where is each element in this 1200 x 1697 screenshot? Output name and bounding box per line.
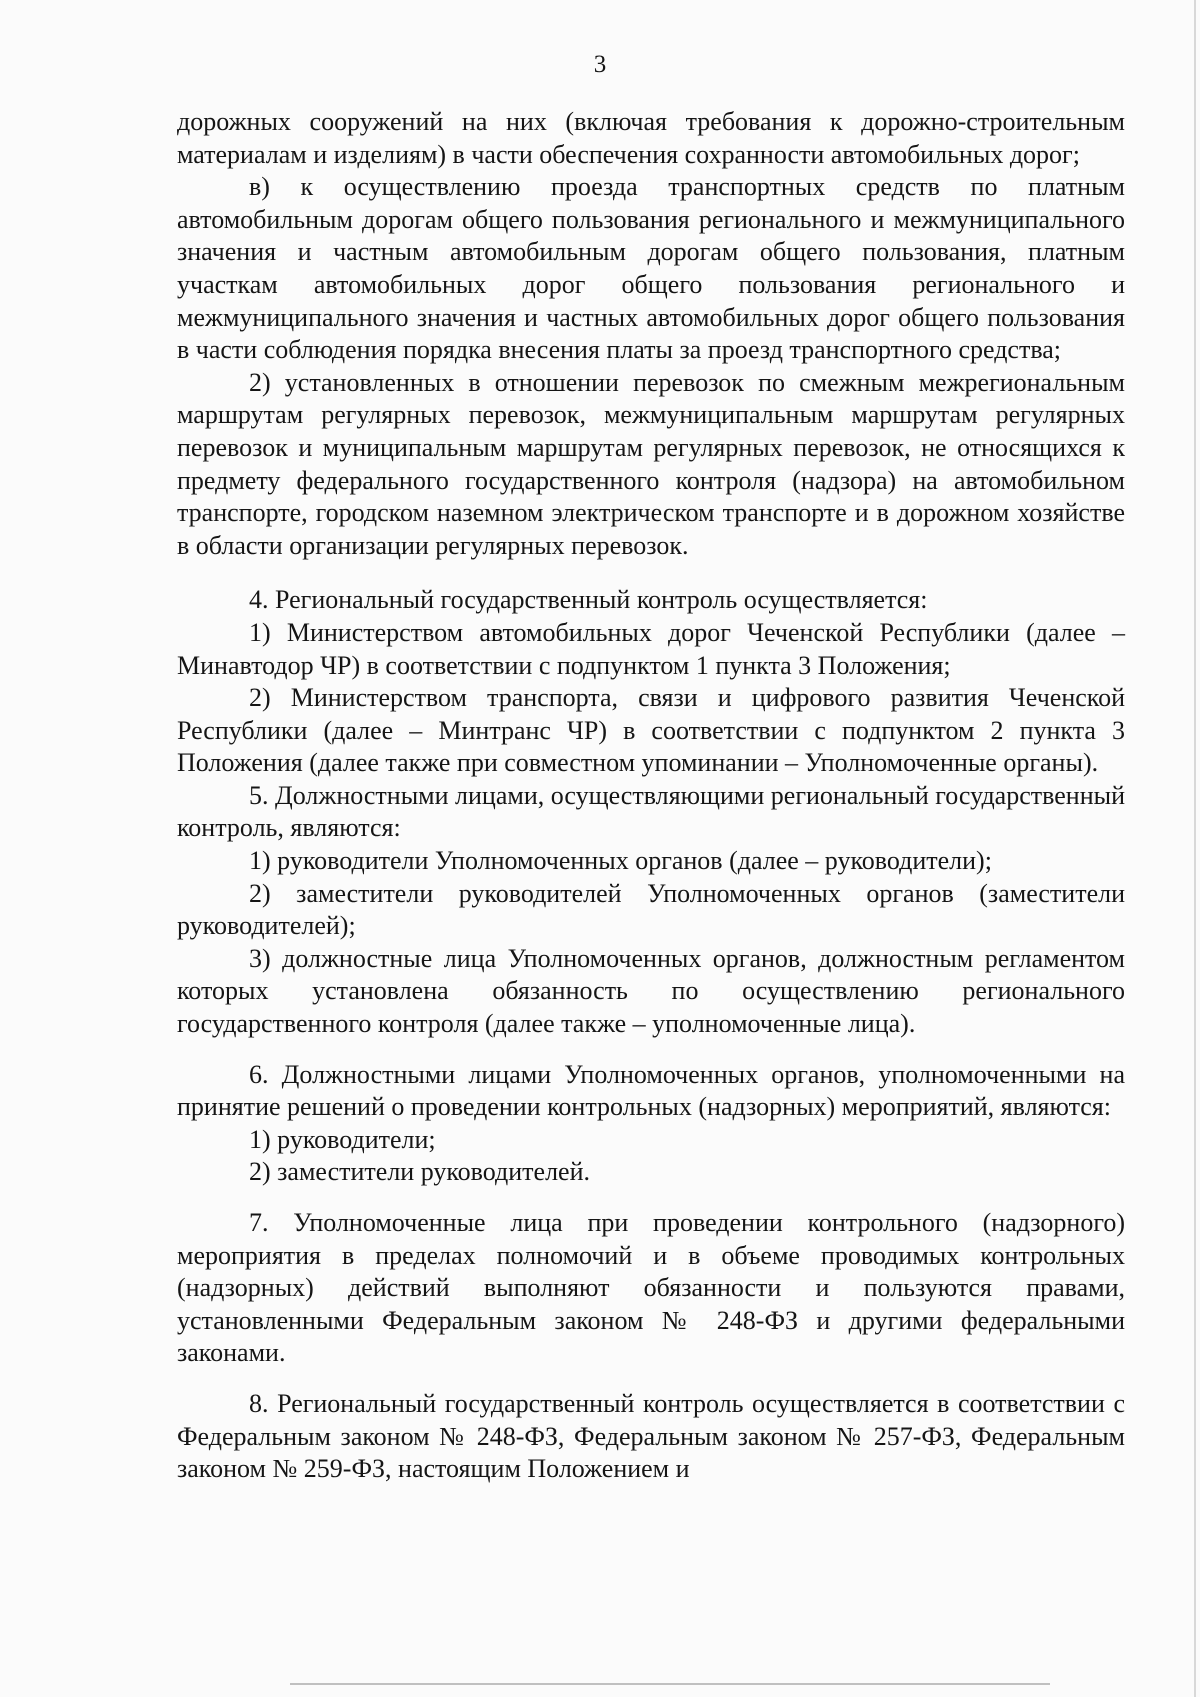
paragraph-section-7: 7. Уполномоченные лица при проведении контрольного (надзорного) мероприятия в пределах полномочий и в объеме проводимых контрольных (надзорных) действий выполняют обязанности и пользуются правами, установленными Федеральным законом № 248-ФЗ и другими федеральными законами.: [177, 1208, 1125, 1368]
paragraph-subitem-v: в) к осуществлению проезда транспортных средств по платным автомобильным дорогам общего пользования регионального и межмуниципального значения и частным автомобильным дорогам общего пользования, платным участкам автомобильных дорог общего пользования регионального и межмуниципального значения и частных автомобильных дорог общего пользования в части соблюдения порядка внесения платы за проезд транспортного средства;: [177, 172, 1125, 365]
scan-bottom-edge: [290, 1683, 1050, 1685]
paragraph-section-6: 6. Должностными лицами Уполномоченных органов, уполномоченными на принятие решений о проведении контрольных (надзорных) мероприятий, являются:: [177, 1059, 1125, 1122]
paragraph-section-5: 5. Должностными лицами, осуществляющими региональный государственный контроль, являются:: [177, 780, 1126, 843]
document-body: [177, 106, 1125, 1486]
paragraph-section-6-item-1: 1) руководители;: [249, 1124, 436, 1154]
paragraph-section-4-item-1: 1) Министерством автомобильных дорог Чеченской Республики (далее – Минавтодор ЧР) в соответствии с подпунктом 1 пункта 3 Положения;: [177, 617, 1125, 680]
paragraph-section-5-item-1: 1) руководители Уполномоченных органов (далее – руководители);: [249, 846, 992, 876]
paragraph-section-6-item-2: 2) заместители руководителей.: [249, 1157, 591, 1187]
paragraph-section-5-item-3: 3) должностные лица Уполномоченных органов, должностным регламентом которых установлена обязанность по осуществлению регионального государственного контроля (далее также – уполномоченные лица).: [177, 943, 1125, 1039]
scan-right-edge: [1194, 0, 1196, 1697]
paragraph-section-4-item-2: 2) Министерством транспорта, связи и цифрового развития Чеченской Республики (далее – Минтранс ЧР) в соответствии с подпунктом 2 пункта 3 Положения (далее также при совместном упоминании – Уполномоченные органы).: [177, 683, 1125, 778]
paragraph-section-8: 8. Региональный государственный контроль осуществляется в соответствии с Федеральным законом № 248-ФЗ, Федеральным законом № 257-ФЗ, Федеральным законом № 259-ФЗ, настоящим Положением и: [177, 1388, 1125, 1484]
page-number: 3: [593, 51, 607, 78]
paragraph-item-2: 2) установленных в отношении перевозок по смежным межрегиональным маршрутам регулярных перевозок, межмуниципальным маршрутам регулярных перевозок и муниципальным маршрутам регулярных перевозок, не относящихся к предмету федерального государственного контроля (надзора) на автомобильном транспорте, городском наземном электрическом транспорте и в дорожном хозяйстве в области организации регулярных перевозок.: [177, 367, 1125, 560]
paragraph-section-5-item-2: 2) заместители руководителей Уполномоченных органов (заместители руководителей);: [177, 878, 1125, 941]
paragraph-section-4: 4. Региональный государственный контроль осуществляется:: [249, 585, 928, 615]
paragraph-continuation: дорожных сооружений на них (включая требования к дорожно-строительным материалам и изделиям) в части обеспечения сохранности автомобильных дорог;: [177, 107, 1125, 169]
